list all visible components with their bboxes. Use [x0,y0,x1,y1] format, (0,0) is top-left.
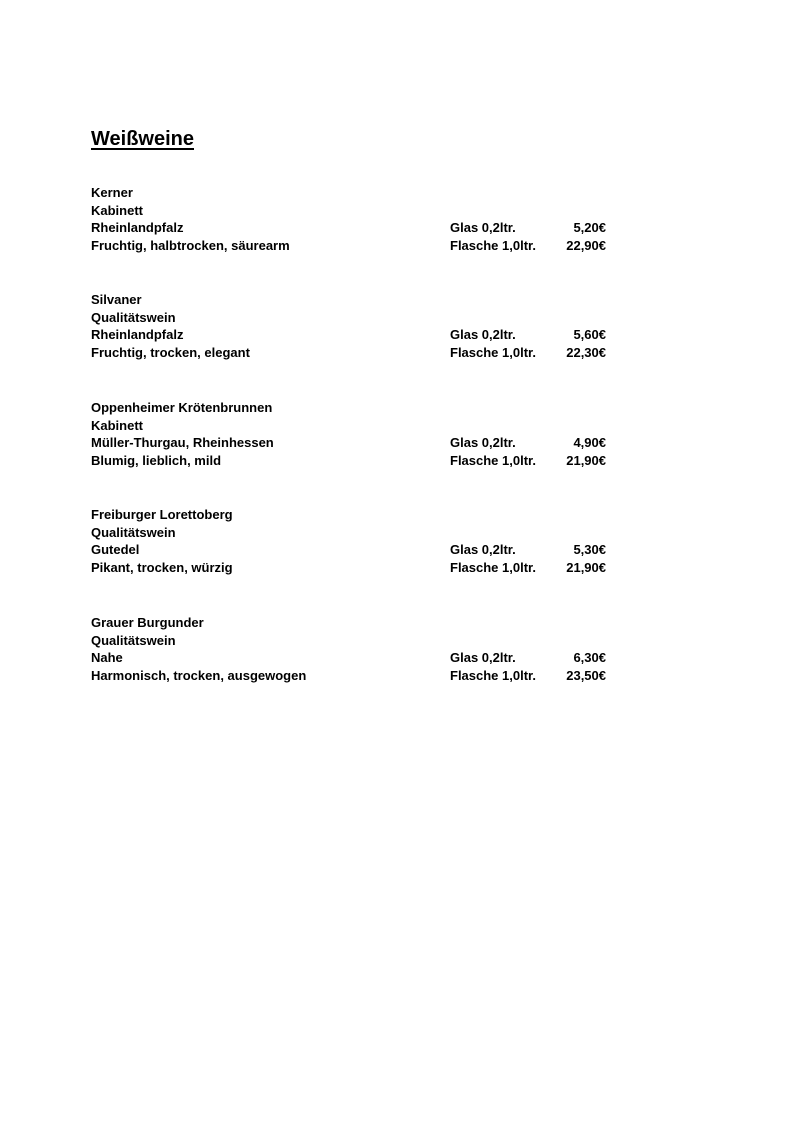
bottle-size-label: Flasche 1,0ltr. [450,559,536,575]
wine-region-line [91,541,621,559]
glass-size-label: Glas 0,2ltr. [450,650,516,666]
bottle-price: 23,50€ [566,667,606,683]
bottle-size-label: Flasche 1,0ltr. [450,237,536,253]
wine-description: Pikant, trocken, würzig [91,559,233,575]
wine-name-line [91,614,621,632]
wine-description: Harmonisch, trocken, ausgewogen [91,667,307,683]
wine-name: Kerner [91,185,133,200]
wine-entry-freiburger [91,506,621,576]
bottle-size-label: Flasche 1,0ltr. [450,667,536,683]
wine-entry-grauer-burgunder [91,614,621,684]
wine-grade: Qualitätswein [91,309,176,325]
wine-region: Müller-Thurgau, Rheinhessen [91,435,274,451]
wine-region: Rheinlandpfalz [91,327,184,343]
glass-size-label: Glas 0,2ltr. [450,220,516,236]
bottle-size-label: Flasche 1,0ltr. [450,344,536,360]
wine-entry-kerner [91,184,621,254]
glass-price: 5,20€ [573,220,606,236]
wine-region: Gutedel [91,542,140,558]
page-title: Weißweine [91,128,194,150]
glass-price: 5,60€ [573,327,606,343]
wine-name: Oppenheimer Krötenbrunnen [91,400,273,415]
wine-name-line [91,506,621,524]
bottle-size-label: Flasche 1,0ltr. [450,452,536,468]
bottle-price: 21,90€ [566,452,606,468]
wine-grade-line [91,524,621,542]
glass-price: 6,30€ [573,650,606,666]
bottle-price: 21,90€ [566,559,606,575]
wine-name: Silvaner [91,292,142,307]
wine-name: Freiburger Lorettoberg [91,507,233,522]
wine-description: Blumig, lieblich, mild [91,452,222,468]
wine-description-line [91,559,621,577]
wine-description-line [91,237,621,255]
wine-name-line [91,184,621,202]
wine-region-line [91,649,621,667]
wine-description-line [91,452,621,470]
wine-grade: Kabinett [91,417,143,433]
wine-region: Rheinlandpfalz [91,220,184,236]
glass-size-label: Glas 0,2ltr. [450,435,516,451]
wine-entry-silvaner [91,291,621,361]
wine-grade-line [91,202,621,220]
wine-description: Fruchtig, trocken, elegant [91,344,250,360]
wine-grade-line [91,632,621,650]
wine-name-line [91,291,621,309]
wine-name: Grauer Burgunder [91,615,204,630]
wine-grade: Qualitätswein [91,632,176,648]
glass-size-label: Glas 0,2ltr. [450,327,516,343]
bottle-price: 22,30€ [566,344,606,360]
bottle-price: 22,90€ [566,237,606,253]
wine-grade: Qualitätswein [91,524,176,540]
wine-grade: Kabinett [91,202,143,218]
wine-grade-line [91,417,621,435]
wine-name-line [91,399,621,417]
wine-region-line [91,219,621,237]
glass-price: 5,30€ [573,542,606,558]
wine-region-line [91,326,621,344]
wine-grade-line [91,309,621,327]
wine-entry-oppenheimer [91,399,621,469]
wine-description-line [91,667,621,685]
wine-region-line [91,434,621,452]
wine-region: Nahe [91,650,123,666]
wine-description: Fruchtig, halbtrocken, säurearm [91,237,290,253]
wine-description-line [91,344,621,362]
glass-price: 4,90€ [573,435,606,451]
glass-size-label: Glas 0,2ltr. [450,542,516,558]
